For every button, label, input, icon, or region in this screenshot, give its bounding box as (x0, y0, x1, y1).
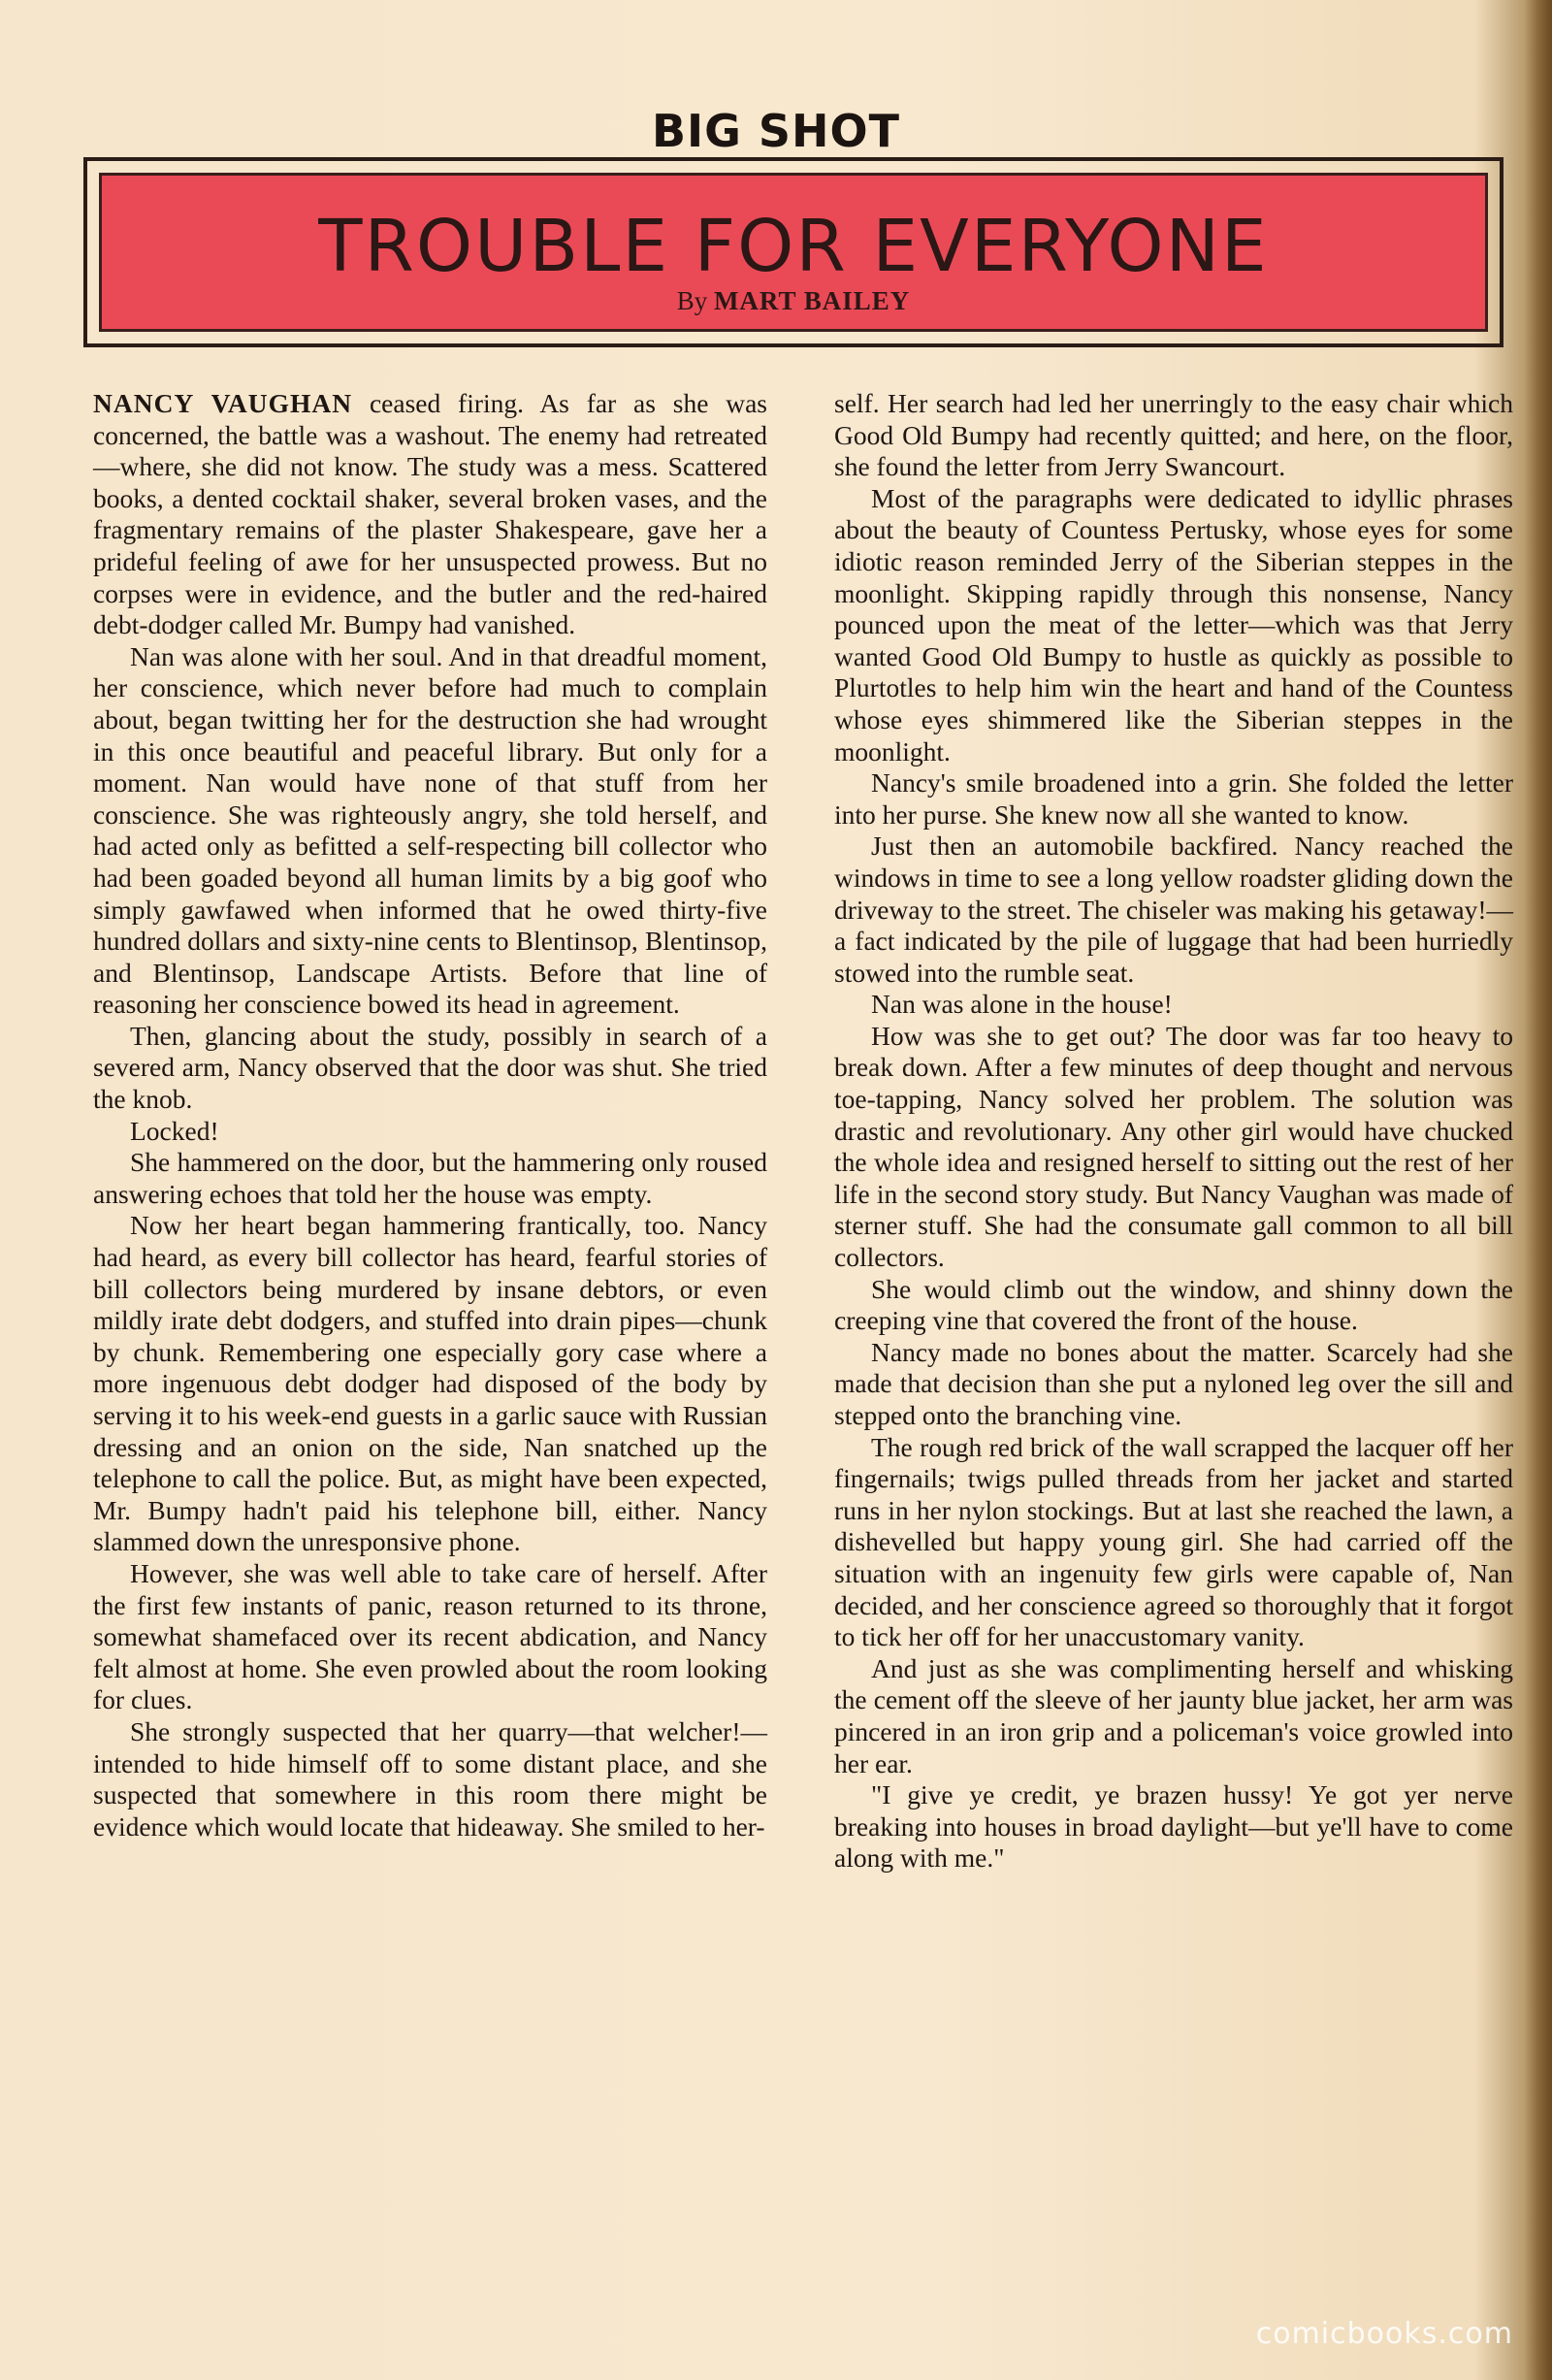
title-banner-fill (99, 173, 1488, 332)
paragraph: The rough red brick of the wall scrapped the lacquer off her fingernails; twigs pulled threads from her jacket and started runs in her nylon stockings. But at last she reached the lawn, a dishevelled but happy young girl. She had carried off the situation with an ingenuity few girls were capable of, Nan decided, and her conscience agreed so thoroughly that it forgot to tick her off for her unaccustomary vanity. (834, 1431, 1513, 1652)
watermark: comicbooks.com (1255, 2317, 1513, 2351)
paragraph: She strongly suspected that her quarry—that welcher!—intended to hide himself off to some distant place, and she suspected that somewhere in this room there might be evidence which would locate that hideaway. She smiled to her- (93, 1715, 767, 1842)
paragraph: Nancy's smile broadened into a grin. She folded the letter into her purse. She knew now all she wanted to know. (834, 767, 1513, 830)
paragraph: She hammered on the door, but the hammering only roused answering echoes that told her the house was empty. (93, 1147, 767, 1209)
paragraph-text: ceased firing. As far as she was concerned, the battle was a washout. The enemy had retreated—where, she did not know. The study was a mess. Scattered books, a dented cocktail shaker, several broken vases, and the fragmentary remains of the plaster Shakespeare, gave her a prideful feeling of awe for her unsuspected prowess. But no corpses were in evidence, and the butler and the red-haired debt-dodger called Mr. Bumpy had vanished. (93, 388, 767, 640)
paragraph: Now her heart began hammering frantically, too. Nancy had heard, as every bill collector has heard, fearful stories of bill collectors being murdered by insane debtors, or even mildly irate debt dodgers, and stuffed into drain pipes—chunk by chunk. Remembering one especially gory case where a more ingenuous debt dodger had disposed of the body by serving it to his week-end guests in a garlic sauce with Russian dressing and an onion on the side, Nan snatched up the telephone to call the police. But, as might have been expected, Mr. Bumpy hadn't paid his telephone bill, either. Nancy slammed down the unresponsive phone. (93, 1210, 767, 1557)
byline (102, 286, 1485, 316)
paragraph: Nancy made no bones about the matter. Scarcely had she made that decision than she put a nyloned leg over the sill and stepped onto the branching vine. (834, 1336, 1513, 1430)
lead-words: NANCY VAUGHAN (93, 388, 353, 418)
paragraph: Nan was alone in the house! (871, 989, 1173, 1020)
paragraph: "I give ye credit, ye brazen hussy! Ye got yer nerve breaking into houses in broad daylight—but ye'll have to come along with me." (834, 1779, 1513, 1874)
paragraph (93, 388, 767, 641)
paragraph: Nan was alone with her soul. And in that dreadful moment, her conscience, which never before had much to complain about, began twitting her for the destruction she had wrought in this once beautiful and peaceful library. But only for a moment. Nan would have none of that stuff from her conscience. She was righteously angry, she told herself, and had acted only as befitted a self-respecting bill collector who had been goaded beyond all human limits by a big goof who simply gawfawed when informed that he owed thirty-five hundred dollars and sixty-nine cents to Blentinsop, Blentinsop, and Blentinsop, Landscape Artists. Before that line of reasoning her conscience bowed its head in agreement. (93, 640, 767, 1020)
paragraph: Just then an automobile backfired. Nancy reached the windows in time to see a long yellow roadster gliding down the driveway to the street. The chiseler was making his getaway!—a fact indicated by the pile of luggage that had been hurriedly stowed into the rumble seat. (834, 831, 1513, 988)
paragraph: Then, glancing about the study, possibly in search of a severed arm, Nancy observed that the door was shut. She tried the knob. (93, 1020, 767, 1115)
page-spine-shadow (1525, 0, 1552, 2380)
title-banner (83, 157, 1504, 347)
paragraph: And just as she was complimenting herself and whisking the cement off the sleeve of her jaunty blue jacket, her arm was pincered in an iron grip and a policeman's voice growled into her ear. (834, 1652, 1513, 1778)
paragraph: Locked! (130, 1115, 219, 1146)
byline-prefix: By (676, 286, 708, 315)
author-name: MART BAILEY (713, 286, 911, 315)
story-title: TROUBLE FOR EVERYONE (318, 205, 1269, 288)
paragraph: However, she was well able to take care of herself. After the first few instants of panic, reason returned to its throne, somewhat shamefaced over its recent abdication, and Nancy felt almost at home. She even prowled about the room looking for clues. (93, 1557, 767, 1715)
paragraph: She would climb out the window, and shinny down the creeping vine that covered the front of the house. (834, 1273, 1513, 1336)
paragraph: Most of the paragraphs were dedicated to idyllic phrases about the beauty of Countess Pertusky, whose eyes for some idiotic reason reminded Jerry of the Siberian steppes in the moonlight. Skipping rapidly through this nonsense, Nancy pounced upon the meat of the letter—which was that Jerry wanted Good Old Bumpy to hustle as quickly as possible to Plurtotles to help him win the heart and hand of the Countess whose eyes shimmered like the Siberian steppes in the moonlight. (834, 482, 1513, 766)
magazine-title: BIG SHOT (651, 105, 901, 157)
left-column (93, 388, 767, 1842)
right-column (834, 388, 1513, 1875)
paragraph-continuation: self. Her search had led her unerringly to the easy chair which Good Old Bumpy had recently quitted; and here, on the floor, she found the letter from Jerry Swancourt. (834, 388, 1513, 482)
paragraph: How was she to get out? The door was far too heavy to break down. After a few minutes of deep thought and nervous toe-tapping, Nancy solved her problem. The solution was drastic and revolutionary. Any other girl would have chucked the whole idea and resigned herself to sitting out the rest of her life in the second story study. But Nancy Vaughan was made of sterner stuff. She had the consumate gall common to all bill collectors. (834, 1020, 1513, 1273)
